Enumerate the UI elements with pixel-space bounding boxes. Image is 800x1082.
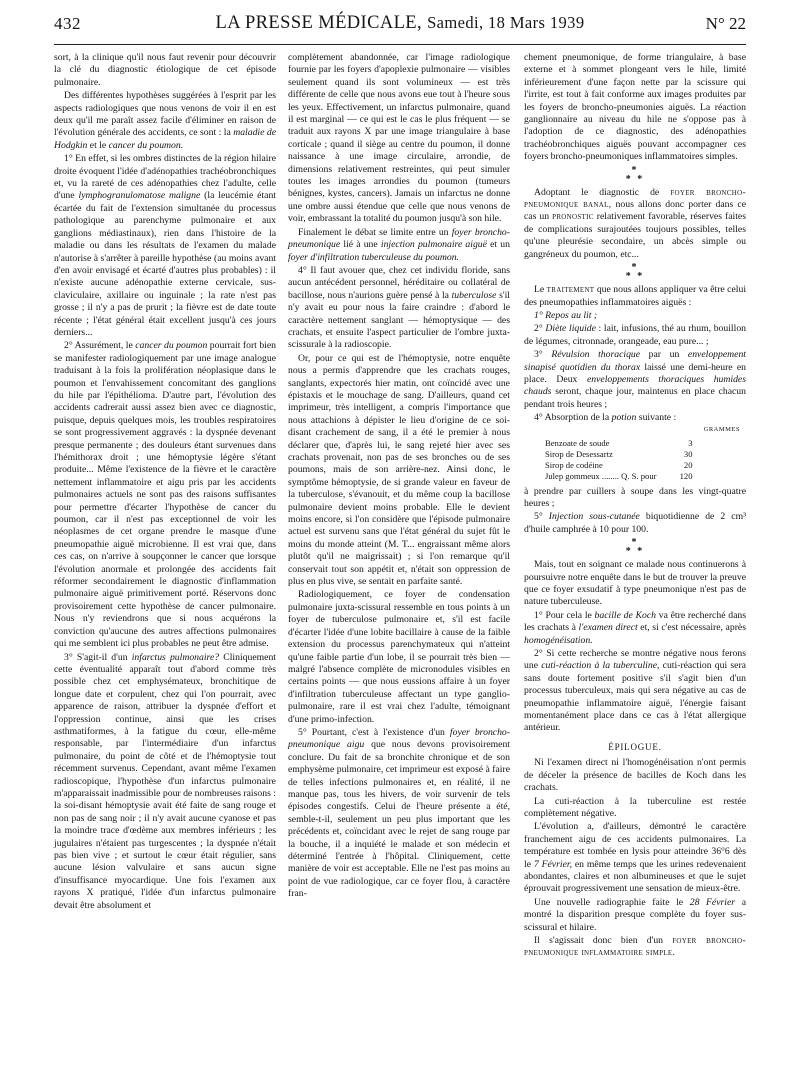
issue-date: Samedi, 18 Mars 1939: [427, 13, 585, 32]
issue-number: N° 22: [705, 14, 746, 33]
paragraph: Or, pour ce qui est de l'hémoptysie, notre enquête nous a permis d'apprendre que les crachats rouges, sanglants, expectorés hier matin, ont coïncidé avec une épistaxis et le mouchage de sang. D'ailleurs, quand cet imprimeur, très intelligent, a compris l'importance que nous attachions à dépister le lieu d'origine de ce soi-disant crachement de sang, il a été le premier à nous déclarer que, d'après lui, le sang rejeté hier avec ses crachats provenait, non pas de ses bronches ou de ses poumons, mais de son arrière-nez. Ainsi donc, le symptôme hémoptysie, de si grande valeur en faveur de la tuberculose, s'évanouit, et du même coup la bacillose pulmonaire devient moins probable. Elle le devient moins encore, si l'on considère que l'épisode pulmonaire actuel est survenu sans que l'état général du sujet fût le moins du monde atteint (M. T... engraissant même alors plutôt qu'il ne maigrissait) ; si l'on remarque qu'il conservait tout son appétit et, n'était son oppression de plus en plus vive, se sentait en parfaite santé.: [288, 352, 510, 588]
running-title: [54, 13, 746, 34]
paragraph: 1° En effet, si les ombres distinctes de la région hilaire droite évoquent l'idée d'adénopathies trachéobronchiques et, vu la rareté de ces adénopathies chez l'adulte, celle d'une lymphogranulomatose maligne (la leucémie étant écartée du fait de l'extension simultanée du processus pathologique au parenchyme pulmonaire et aux ganglions médiastinaux), rien dans l'histoire de la maladie ou dans les résultats de l'examen du malade n'autorise à s'arrêter à pareille hypothèse (au moins avant d'en avoir envisagé et écarté d'autres plus probables) : il n'existe aucune adénopathie externe cervicale, sus-claviculaire, axillaire ou inguinale ; la rate n'est pas grosse ; il n'y a pas de prurit ; la fièvre est de date toute récente ; l'état général était excellent jusqu'à ces jours derniers...: [54, 153, 276, 338]
treatment-item: 5° Injection sous-cutanée biquotidienne de 2 cm³ d'huile camphrée à 10 pour 100.: [524, 511, 747, 535]
ingredient-quantity: 20: [683, 459, 693, 470]
paragraph: Adoptant le diagnostic de foyer broncho-pneumonique banal, nous allons donc porter dans ce cas un pronostic relativement favorable, réserves faites de complications surajoutées toujours possibles, telles qu'une pleurésie secondaire, un abcès simple ou gangréneux du poumon, etc...: [524, 186, 746, 260]
column-1: [54, 52, 276, 913]
paragraph: Radiologiquement, ce foyer de condensation pulmonaire juxta-scissural ressemble en tous points à un foyer de tuberculose pulmonaire et, s'il est facile d'écarter l'idée d'une lobite bacillaire à cause de la faible extension du processus parenchymateux qui n'atteint qu'une faible partie d'un lobe, il se pourrait très bien — malgré l'absence complète de micronodules visibles en certains points — que nous eussions affaire à un foyer d'infiltration tuberculeuse affectant un type ganglio-pulmonaire, rare il est vrai chez l'adulte, témoignant d'une primo-infection.: [288, 589, 510, 725]
column-2: [288, 52, 510, 902]
formula-unit: GRAMMES: [703, 425, 740, 433]
section-asterism: * * *: [625, 164, 645, 185]
paragraph: Le traitement que nous allons appliquer va être celui des pneumopathies inflammatoires aiguës :: [524, 284, 747, 308]
paragraph: 3° S'agit-il d'un infarctus pulmonaire? Cliniquement cette éventualité apparaît tout d'abord comme très possible chez cet emphysémateux, bronchitique de longue date et corpulent, chez qui l'on pourrait, avec apparence de raison, attribuer la dyspnée d'effort et l'oppression continue, ainsi que les crises asthmatiformes, à la fatigue du cœur, elle-même responsable, par l'intermédiaire d'un infarctus pulmonaire, du point de côté et de l'hémoptysie tout récemment survenus. Cependant, avant même l'examen radioscopique, l'hypothèse d'un infarctus pulmonaire m'apparaissait inadmissible pour de nombreuses raisons : la soi-disant hémoptysie avait été faite de sang rouge et non pas de sang noir ; il n'y avait aucune cyanose et pas la moindre trace d'œdème aux membres inférieurs ; les jugulaires n'étaient pas turgescentes ; la dyspnée n'était pas bien vive ; et surtout le cœur était régulier, sans aucune lésion valvulaire et sans aucun signe d'insuffisance myocardique. Une fois l'examen aux rayons X pratiqué, l'idée d'un infarctus pulmonaire devait être absolument et: [54, 651, 276, 911]
ingredient-name: Sirop de Desessartz: [545, 448, 613, 459]
page-header: [54, 14, 746, 40]
ingredient-name: Sirop de codéine: [545, 459, 603, 470]
paragraph: L'évolution a, d'ailleurs, démontré le caractère franchement aigu de ces accidents pulmonaires. La température est tombée en lysis pour atteindre 36°6 dès le 7 Février, en même temps que les urines redevenaient abondantes, claires et non albumineuses et que le sujet éprouvait progressivement une sensation de mieux-être.: [524, 821, 746, 895]
paragraph: à prendre par cuillers à soupe dans les vingt-quatre heures ;: [524, 485, 746, 509]
treatment-item: 3° Révulsion thoracique par un enveloppement sinapisé quotidien du thorax laissé une demi-heure en place. Deux enveloppements thoraciques humides chauds seront, chaque jour, maintenus en place chacun pendant trois heures ;: [524, 349, 747, 410]
paragraph: Il s'agissait donc bien d'un foyer broncho-pneumonique inflammatoire simple.: [524, 934, 746, 959]
paragraph: La cuti-réaction à la tuberculine est restée complètement négative.: [524, 795, 746, 819]
column-3: [524, 52, 746, 961]
paragraph: 5° Pourtant, c'est à l'existence d'un foyer broncho-pneumonique aigu que nous devons provisoirement conclure. Du fait de sa bronchite chronique et de son emphysème pulmonaire, cet imprimeur est exposé à faire de telles infections pulmonaires et, en réalité, il ne manque pas, tous les hivers, de voir survenir de tels épisodes congestifs. Celui de l'heure présente a été, semble-t-il, seulement un peu plus important que les précédents et, coïncidant avec le rejet de sang rouge par la bouche, il a inquiété le malade et son médecin et déterminé l'entrée à l'hôpital. Cliniquement, cette manière de voir est acceptable. Elle ne l'est pas moins au point de vue radiologique, car ce foyer flou, à caractère fran-: [288, 726, 510, 900]
journal-name: LA PRESSE MÉDICALE,: [215, 13, 423, 33]
paragraph: Une nouvelle radiographie faite le 28 Février a montré la disparition presque complète du foyer sus-scissural et hilaire.: [524, 896, 746, 933]
paragraph: Ni l'examen direct ni l'homogénéisation n'ont permis de déceler la présence de bacilles de Koch dans les crachats.: [524, 757, 746, 794]
paragraph: chement pneumonique, de forme triangulaire, à base externe et à sommet plongeant vers le hile, limité inférieurement d'une façon nette par la scissure qui l'irrite, est tout à fait conforme aux images produites par les foyers de broncho-pneumonies aiguës. La réaction ganglionnaire au niveau du hile ne s'oppose pas à l'adoption de ce diagnostic, des adénopathies trachéobronchiques aiguës pouvant accompagner ces foyers broncho-pneumoniques inflammatoires simples.: [524, 52, 746, 163]
prescription-row: [542, 471, 695, 482]
prescription-row: [542, 460, 695, 471]
section-asterism: * * *: [625, 262, 645, 283]
treatment-item: 2° Diète liquide : lait, infusions, thé au rhum, bouillon de légumes, citronnade, orangeade, eau pure... ;: [524, 323, 747, 347]
paragraph: 4° Il faut avouer que, chez cet individu floride, sans aucun antécédent personnel, héréditaire ou collatéral de bacillose, nous n'aurions guère pensé à la tuberculose s'il n'y avait eu pour nous la faire craindre : d'abord le caractère nettement sanglant — hémoptysique — des crachats, et ensuite l'aspect particulier de l'ombre juxta-scissurale à la radioscopie.: [288, 264, 510, 351]
ingredient-quantity: 3: [688, 437, 693, 448]
treatment-item: 4° Absorption de la potion suivante :: [534, 412, 677, 424]
paragraph: sort, à la clinique qu'il nous faut revenir pour découvrir la clé du diagnostic étiologique de cet épisode pulmonaire.: [54, 52, 276, 88]
paragraph: 2° Assurément, le cancer du poumon pourrait fort bien se manifester radiologiquement par une image analogue traduisant à la fois la prolifération néoplasique dans le poumon et l'envahissement concomitant des ganglions du hile par l'épithélioma. D'autre part, l'évolution des accidents cadrerait aussi assez bien avec ce diagnostic, puisque, depuis quelques mois, les troubles respiratoires se sont progressivement aggravés : la dyspnée devenant presque permanente ; des douleurs étant survenues dans l'hémithorax droit ; une hémoptysie légère s'étant produite... Même l'existence de la fièvre et le caractère nettement inflammatoire et aigu pris par les accidents pulmonaires actuels ne sont pas des raisons suffisantes pour permettre d'écarter l'hypothèse de cancer du poumon, car il n'est pas exceptionnel de voir les néoplasmes de cet organe prendre le masque d'une pneumopathie aiguë microbienne. Il est vrai que, dans ces cas, on n'arrive à soupçonner le cancer que lorsque l'évolution anormale et prolongée des accidents fait réformer secondairement le diagnostic d'inflammation pulmonaire aiguë primitivement porté. Réservons donc provisoirement cette hypothèse de cancer pulmonaire. Nous n'y reviendrons que si nous acquérons la conviction qu'aucune des autres affections pulmonaires qui me semblent ici plus probables ne peut être admise.: [54, 340, 276, 650]
paragraph: Des différentes hypothèses suggérées à l'esprit par les aspects radiologiques que nous venons de voir il en est deux qu'il me paraît assez facile d'éliminer en raison de l'évolution générale des accidents, ce sont : la maladie de Hodgkin et le cancer du poumon.: [54, 90, 277, 151]
prescription-table: [542, 438, 695, 482]
prescription-row: [542, 438, 695, 449]
epilogue-heading: ÉPILOGUE.: [608, 741, 662, 752]
ingredient-quantity: 30: [683, 448, 693, 459]
ingredient-name: Julep gommeux ........ Q. S. pour: [545, 470, 657, 481]
paragraph: Finalement le débat se limite entre un foyer broncho-pneumonique lié à une injection pulmonaire aiguë et un foyer d'infiltration tuberculeuse du poumon.: [288, 226, 511, 263]
paragraph: complètement abandonnée, car l'image radiologique fournie par les foyers d'apoplexie pulmonaire — visibles seulement quand ils sont volumineux — est très différente de celle que nous avons eue tout à l'heure sous les yeux. Effectivement, un infarctus pulmonaire, quand il est marginal — ce qui est le cas le plus fréquent — se traduit aux rayons X par une image triangulaire à base corticale ; quand il siège au centre du poumon, il donne naissance à une image circulaire, arrondie, de dimensions relativement restreintes, qui peut simuler toutes les images arrondies du poumon (tumeurs bénignes, kystes, cancers). Jamais un infarctus ne donne une ombre aussi étendue que celle que nous venons de voir, embrassant la totalité du poumon jusqu'à son hile.: [288, 52, 510, 225]
ingredient-name: Benzoate de soude: [545, 437, 610, 448]
paragraph: 1° Pour cela le bacille de Koch va être recherché dans les crachats à l'examen direct et, si c'est nécessaire, après homogénéisation.: [524, 609, 746, 646]
paragraph: Mais, tout en soignant ce malade nous continuerons à poursuivre notre enquête dans le but de trouver la preuve que ce foyer exsudatif à type pneumonique n'est pas de nature tuberculeuse.: [524, 559, 746, 608]
prescription-row: [542, 449, 695, 460]
treatment-item: 1° Repos au lit ;: [534, 309, 598, 321]
paragraph: 2° Si cette recherche se montre négative nous ferons une cuti-réaction à la tuberculine, cuti-réaction qui sera sans doute fortement positive s'il s'agit bien d'un processus tuberculeux, mais qui sera négative au cas de pneumopathie inflammatoire aiguë, l'énergie faisant momentanément place dans ce cas à l'état allergique antérieur.: [524, 648, 746, 734]
page-number: 432: [54, 14, 81, 33]
section-asterism: * * *: [625, 537, 645, 558]
ingredient-quantity: 120: [679, 470, 693, 481]
header-rule: [54, 44, 746, 45]
